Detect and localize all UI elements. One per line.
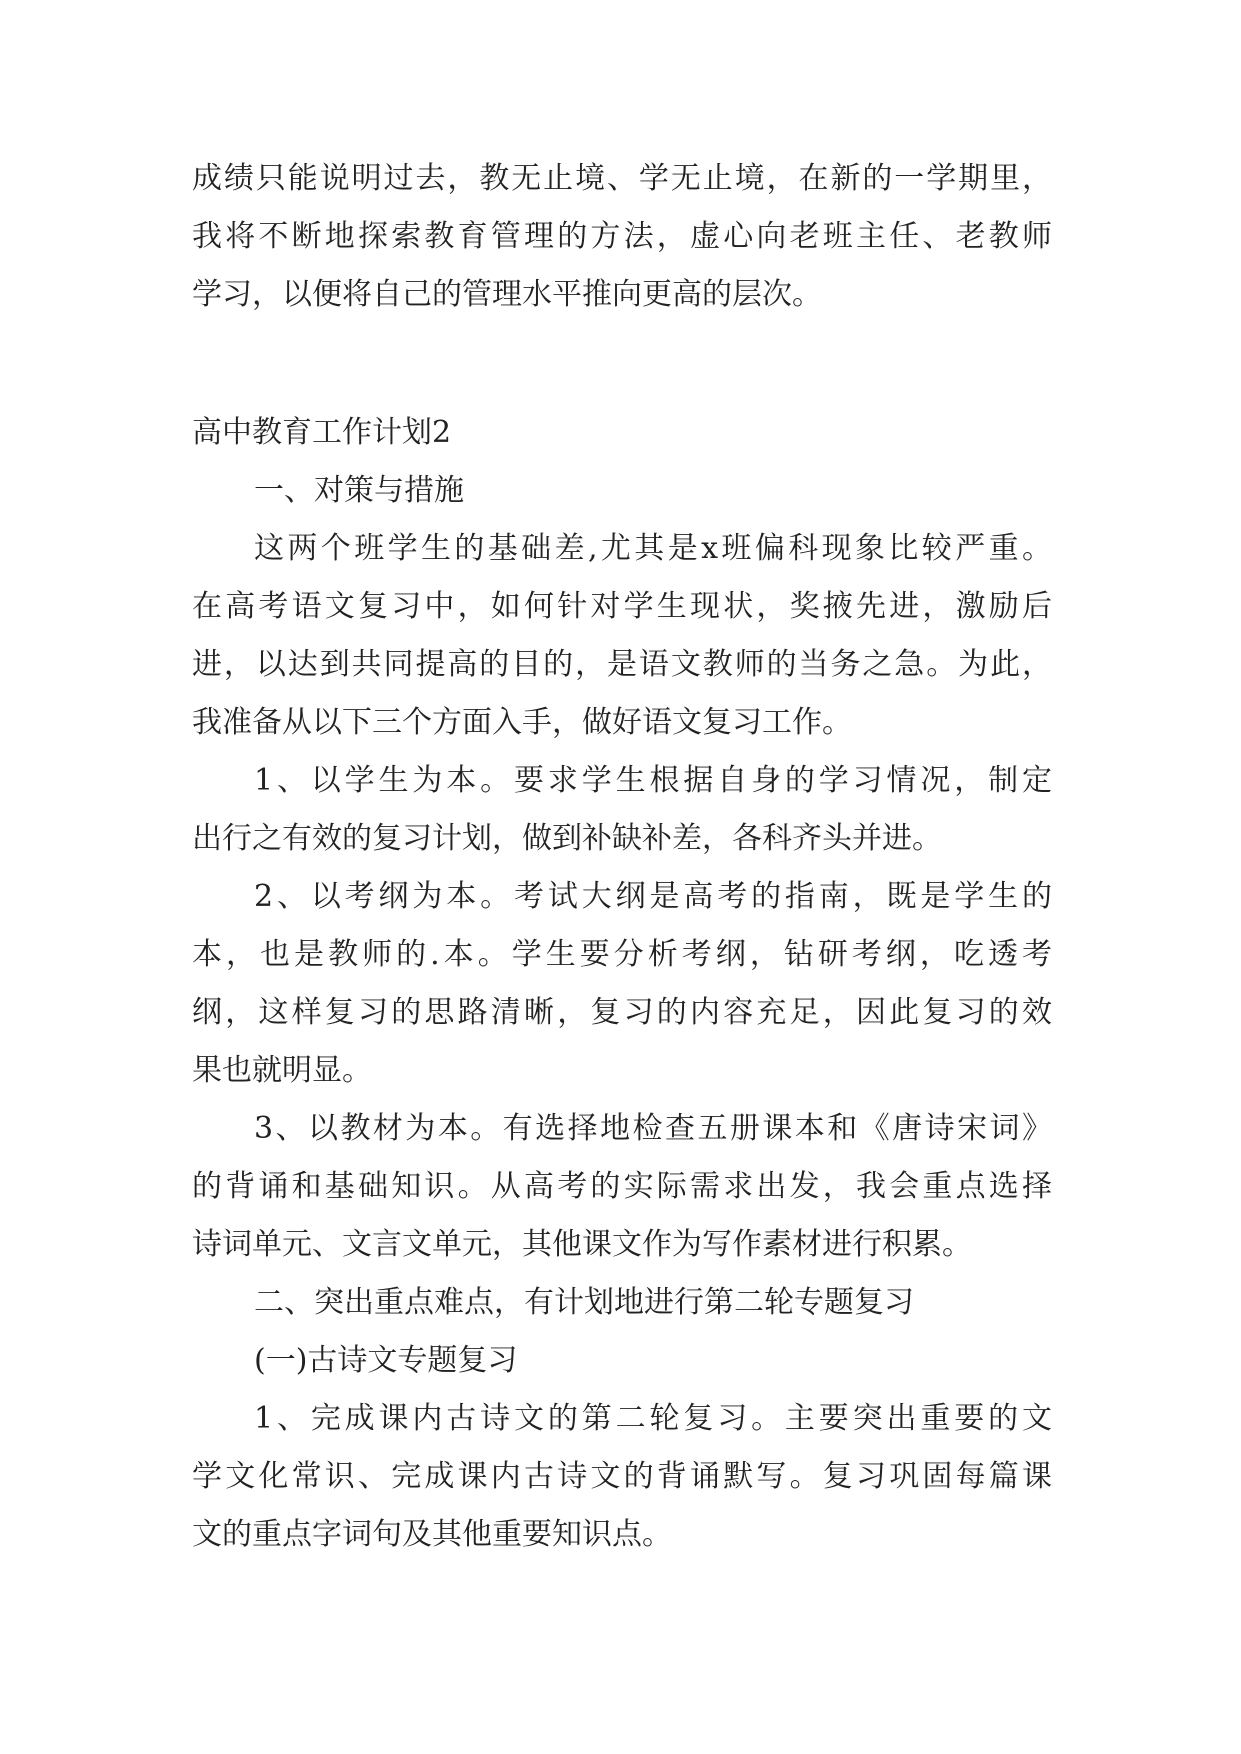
text-line: 进，以达到共同提高的目的，是语文教师的当务之急。为此，: [192, 647, 1052, 682]
list-item-student-based: [192, 752, 1052, 868]
text-line: 果也就明显。: [192, 1053, 372, 1088]
list-item-syllabus-based: [192, 868, 1052, 1100]
text-line: 在高考语文复习中，如何针对学生现状，奖掖先进，激励后: [192, 589, 1052, 624]
text-line: 的背诵和基础知识。从高考的实际需求出发，我会重点选择: [192, 1169, 1052, 1204]
list-item-textbook-based: [192, 1100, 1052, 1274]
text-line: 我将不断地探索教育管理的方法，虚心向老班主任、老教师: [192, 219, 1052, 254]
text-line: 纲，这样复习的思路清晰，复习的内容充足，因此复习的效: [192, 995, 1052, 1030]
heading-countermeasures: 一、对策与措施: [254, 473, 464, 508]
text-line: 1、以学生为本。要求学生根据自身的学习情况，制定: [254, 763, 1052, 798]
text-line: 3、以教材为本。有选择地检查五册课本和《唐诗宋词》: [254, 1111, 1052, 1146]
text-line: 诗词单元、文言文单元，其他课文作为写作素材进行积累。: [192, 1227, 972, 1262]
paragraph-gap: [192, 324, 1052, 404]
text-line: 我准备从以下三个方面入手，做好语文复习工作。: [192, 705, 852, 740]
text-line: 本，也是教师的.本。学生要分析考纲，钻研考纲，吃透考: [192, 937, 1052, 972]
text-line: 这两个班学生的基础差,尤其是x班偏科现象比较严重。: [254, 531, 1052, 566]
text-line: 成绩只能说明过去，教无止境、学无止境，在新的一学期里，: [192, 161, 1052, 196]
section-title: 高中教育工作计划2: [192, 415, 452, 450]
heading-key-review: 二、突出重点难点，有计划地进行第二轮专题复习: [254, 1285, 914, 1320]
subheading-classical-poetry: (一)古诗文专题复习: [254, 1343, 518, 1378]
text-line: 学文化常识、完成课内古诗文的背诵默写。复习巩固每篇课: [192, 1459, 1052, 1494]
text-line: 1、完成课内古诗文的第二轮复习。主要突出重要的文: [254, 1401, 1052, 1436]
intro-paragraph: [192, 150, 1052, 324]
text-line: 出行之有效的复习计划，做到补缺补差，各科齐头并进。: [192, 821, 942, 856]
text-line: 文的重点字词句及其他重要知识点。: [192, 1517, 672, 1552]
text-line: 学习，以便将自己的管理水平推向更高的层次。: [192, 277, 822, 312]
document-page: [192, 150, 1052, 1564]
text-line: 2、以考纲为本。考试大纲是高考的指南，既是学生的: [254, 879, 1052, 914]
paragraph-student-status: [192, 520, 1052, 752]
list-item-classical-review: [192, 1390, 1052, 1564]
